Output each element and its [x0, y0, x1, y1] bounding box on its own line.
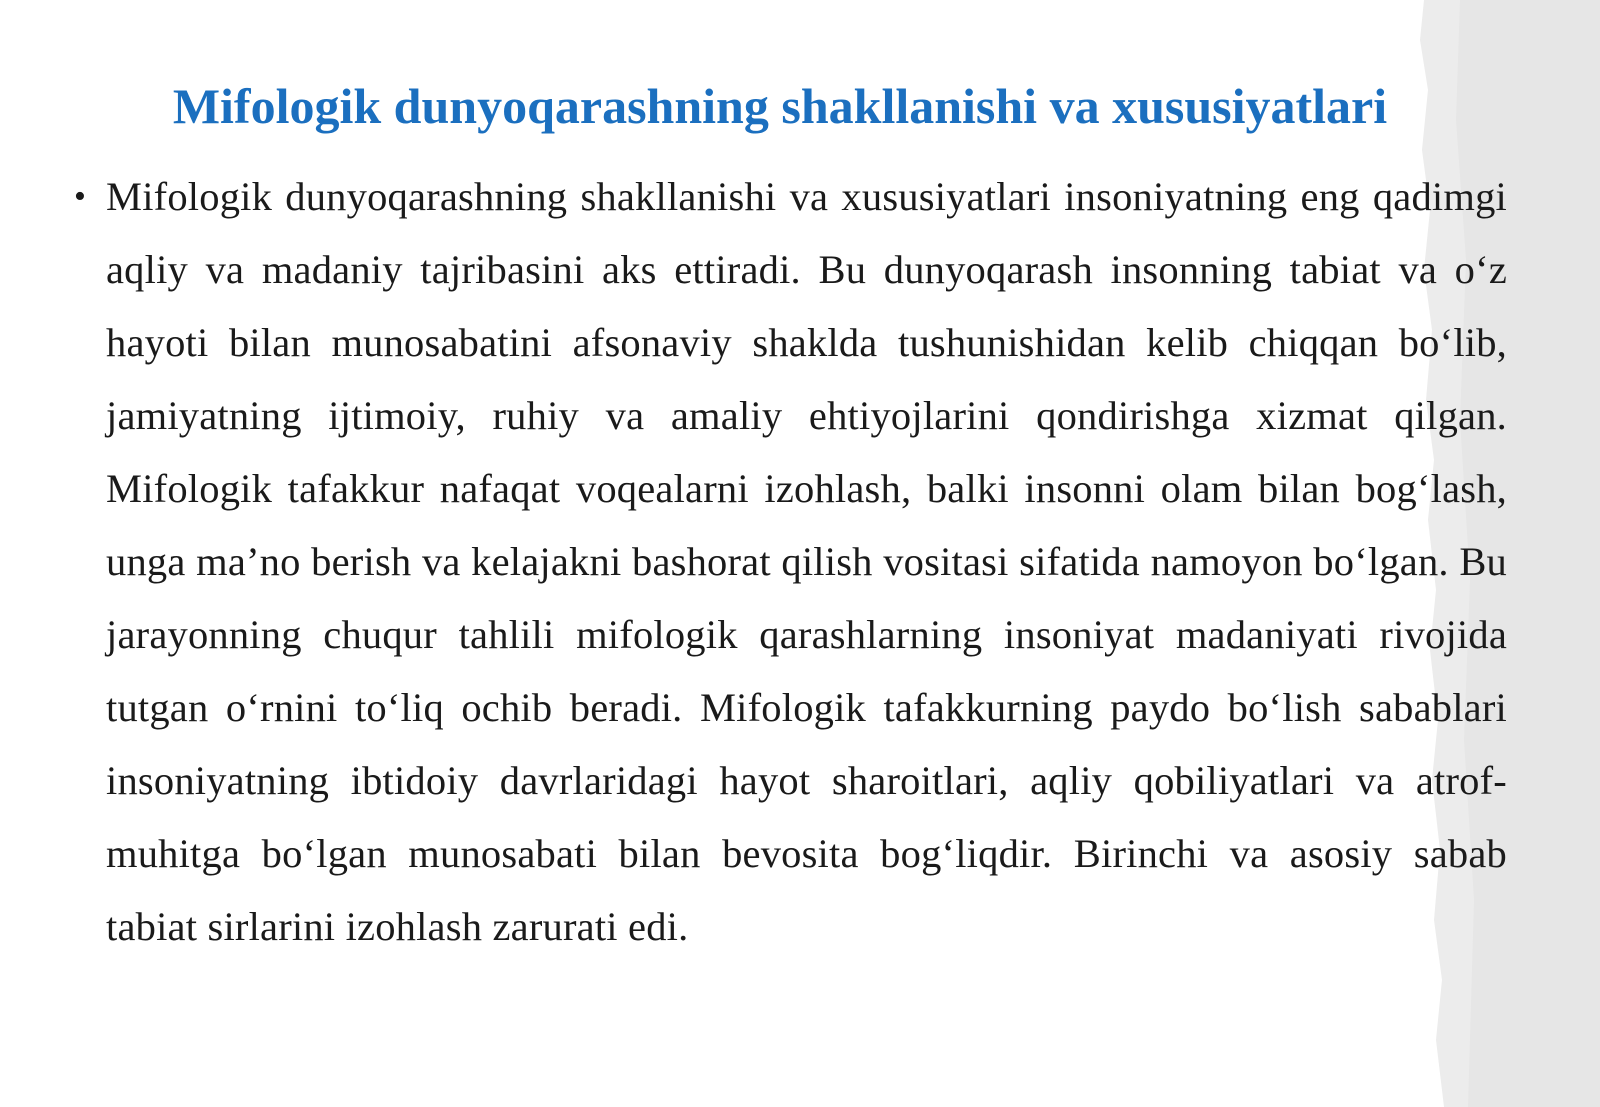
bullet-list	[74, 160, 1507, 963]
bullet-item	[74, 160, 1507, 963]
bullet-marker: •	[74, 178, 87, 215]
slide-title: Mifologik dunyoqarashning shakllanishi va xususiyatlari	[172, 78, 1388, 134]
bullet-text: Mifologik dunyoqarashning shakllanishi va xususiyatlari insoniyatning eng qadimgi aqliy va madaniy tajribasini aks ettiradi. Bu dunyoqarash insonning tabiat va o‘z hayoti bilan munosabatini afsonaviy shaklda tushunishidan kelib chiqqan bo‘lib, jamiyatning ijtimoiy, ruhiy va amaliy ehtiyojlarini qondirishga xizmat qilgan. Mifologik tafakkur nafaqat voqealarni izohlash, balki insonni olam bilan bog‘lash, unga ma’no berish va kelajakni bashorat qilish vositasi sifatida namoyon bo‘lgan. Bu jarayonning chuqur tahlili mifologik qarashlarning insoniyat madaniyati rivojida tutgan o‘rnini to‘liq ochib beradi. Mifologik tafakkurning paydo bo‘lish sabablari insoniyatning ibtidoiy davrlaridagi hayot sharoitlari, aqliy qobiliyatlari va atrof-muhitga bo‘lgan munosabati bilan bevosita bog‘liqdir. Birinchi va asosiy sabab tabiat sirlarini izohlash zarurati edi.	[106, 174, 1507, 949]
